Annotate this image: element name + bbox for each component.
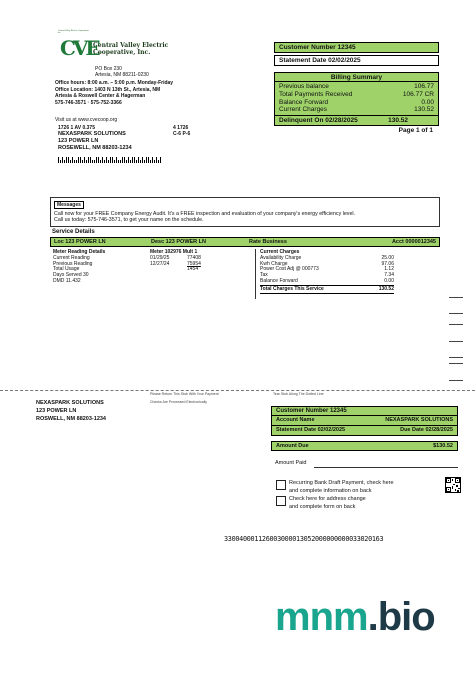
address-change-option[interactable] [276,495,366,511]
billing-row-value: 106.77 [414,83,434,90]
messages-box [50,197,440,227]
billing-row-payments [279,91,434,99]
logo-initials: CVE [60,36,98,60]
service-acct: Acct 0000012345 [391,239,436,245]
charge-value: 7.34 [384,272,394,279]
service-bar [50,237,440,247]
company-address [95,66,149,78]
meter-header: Meter Reading Details [53,249,106,255]
billing-row-value: 0.00 [421,98,434,106]
stub-street: 123 POWER LN [36,408,77,414]
billing-row-label: Balance Forward [279,98,329,106]
stub-customer-number: Customer Number 12345 [271,406,458,416]
delinquent-value: 130.52 [388,117,408,125]
stub-amount-due-label: Amount Due [276,443,309,449]
reading-row [53,279,253,285]
bank-draft-option[interactable] [276,479,394,495]
meter-number: Meter 102976 Mult 1 [150,249,198,255]
messages-title: Messages [54,201,84,209]
mailing-name: NEXASPARK SOLUTIONS [58,131,126,137]
watermark-part1: mnm [275,595,368,639]
statement-date: Statement Date 02/02/2025 [274,55,439,66]
charge-label: Availability Charge [260,254,302,261]
stub-payment-box [271,406,458,451]
reading-value: 77408 [187,254,201,261]
amount-paid-input[interactable] [314,467,458,468]
stub-due-date: Due Date 02/28/2025 [400,427,453,433]
address-change-line1: Check here for address change [289,496,366,502]
margin-tick [449,313,463,314]
billing-row-value: 106.77 CR [402,90,434,98]
billing-row-label: Total Payments Received [279,90,353,98]
charge-value: 97.06 [381,260,394,267]
reading-label: Previous Reading [53,260,93,267]
charge-label: Tax [260,272,268,279]
bank-draft-checkbox[interactable] [276,480,286,490]
billing-header-box [274,42,439,134]
stub-amount-due-row [271,441,458,451]
logo-tagline: Central Valley Electric Cooperative, Inc. [58,30,90,34]
billing-row-label: Current Charges [279,106,328,114]
charge-value: 0.00 [384,277,394,284]
reading-label: DMD 11.432 [53,277,81,284]
margin-tick [449,357,463,358]
mailing-street: 123 POWER LN [58,138,99,144]
mailing-city: ROSEWELL, NM 88203-1234 [58,145,132,151]
reading-value: 75954 [187,260,201,267]
qr-code-icon [446,478,460,492]
address-change-line2: and complete form on back [289,504,356,510]
office-phone: 575-746-3571 · 575-752-3366 [55,99,122,106]
qr-pattern [446,478,460,492]
page-number: Page 1 of 1 [398,127,433,135]
charges-header: Current Charges [260,249,300,255]
reading-row [53,267,253,273]
meter-divider [255,249,256,299]
mailing-code-left: 1726 1 AV 0.375 [58,125,95,131]
bank-draft-line2: and complete information on back [289,488,372,494]
company-logo [58,30,98,74]
office-hours: Office hours: 8:00 a.m. – 5:00 p.m. Monday-Friday [55,80,174,86]
stub-account-name-value: NEXASPARK SOLUTIONS [385,417,453,423]
billing-summary [274,72,439,126]
stub-address [36,399,106,423]
mailing-code-sub: C-6 P-6 [173,131,191,137]
stub-city: ROSWELL, NM 88203-1234 [36,416,106,422]
reading-label: Total Usage [53,266,80,273]
reading-date: 01/29/25 [150,254,170,261]
stub-statement-date: Statement Date 02/02/2025 [276,427,346,433]
charge-row [260,279,394,286]
mailing-address [58,131,132,152]
stub-account-name-row [271,416,458,426]
reading-value: 1454 [187,266,199,273]
reading-label: Days Served 30 [53,272,89,279]
margin-tick [449,363,463,364]
delinquent-row [275,115,438,125]
company-address-line2: Artesia, NM 88211-0230 [95,72,149,78]
charges-total-label: Total Charges This Service [260,285,324,292]
messages-line2: Call us today: 575-746-3571, to get your name on the schedule. [54,217,204,223]
messages-line1: Call now for your FREE Company Energy Audit. It's a FREE inspection and evaluation of your company's energy efficiency level. [54,211,356,217]
charge-value: 25.00 [381,254,394,261]
watermark-logo [275,594,435,640]
company-name [93,42,168,56]
office-centers: Artesia & Roswell Center & Hagerman [55,93,146,99]
billing-row-balance-forward [279,99,434,107]
charge-value: 1.12 [384,266,394,273]
company-address-line1: PO Box 230 [95,66,122,72]
company-name-line2: Cooperative, Inc. [93,49,151,56]
mailing-code-right: 4 1726 [173,125,189,131]
charges-total-row [260,287,394,294]
delinquent-label: Delinquent On 02/28/2025 [279,117,358,125]
bank-draft-line1: Recurring Bank Draft Payment, check here [289,480,394,486]
service-details-title: Service Details [52,229,95,235]
stub-tear-note: Tear Stub Along The Dotted Line [273,392,324,396]
postal-barcode [58,157,162,163]
margin-tick [449,297,463,298]
stub-name: NEXASPARK SOLUTIONS [36,400,104,406]
company-name-line1: Central Valley Electric [93,42,169,49]
amount-paid-label: Amount Paid [275,460,307,466]
service-rate: Rate Business [249,239,287,245]
billing-summary-title: Billing Summary [275,73,438,82]
billing-row-value: 130.52 [414,106,434,114]
billing-row-label: Previous balance [279,83,329,90]
reading-date: 12/27/24 [150,260,170,267]
meter-details [53,250,253,285]
stub-return-note: Please Return This Stub With Your Payment [150,392,219,396]
stub-scanline: 330040001126003000013052000000000033020163 [224,535,384,543]
company-contact [55,80,173,106]
billing-summary-rows [275,82,438,115]
stub-checks-note: Checks Are Processed Electronically [150,400,207,404]
margin-tick [449,341,463,342]
stub-amount-due-value: $130.52 [433,443,453,449]
charge-label: Power Cost Adj @ 000773 [260,266,319,273]
current-charges [260,250,394,294]
charge-label: Kwh Charge [260,260,288,267]
customer-number: Customer Number 12345 [274,42,439,53]
address-change-checkbox[interactable] [276,496,286,506]
margin-tick [449,380,463,381]
charge-label: Balance Forward [260,277,298,284]
billing-row-previous-balance [279,83,434,91]
charges-total-value: 130.52 [378,285,394,292]
stub-account-name-label: Account Name [276,417,315,423]
stub-dates-row [271,426,458,436]
service-desc: Desc 123 POWER LN [151,239,207,245]
office-location: Office Location: 1403 N 13th St., Artesia, NM [55,86,161,93]
watermark-part2: .bio [367,595,435,639]
service-loc: Loc 123 POWER LN [54,239,106,245]
billing-row-current-charges [279,106,434,114]
company-website[interactable]: Visit us at www.cvecoop.org [55,117,118,123]
reading-label: Current Reading [53,254,90,261]
tear-line [0,390,475,391]
margin-tick [449,324,463,325]
